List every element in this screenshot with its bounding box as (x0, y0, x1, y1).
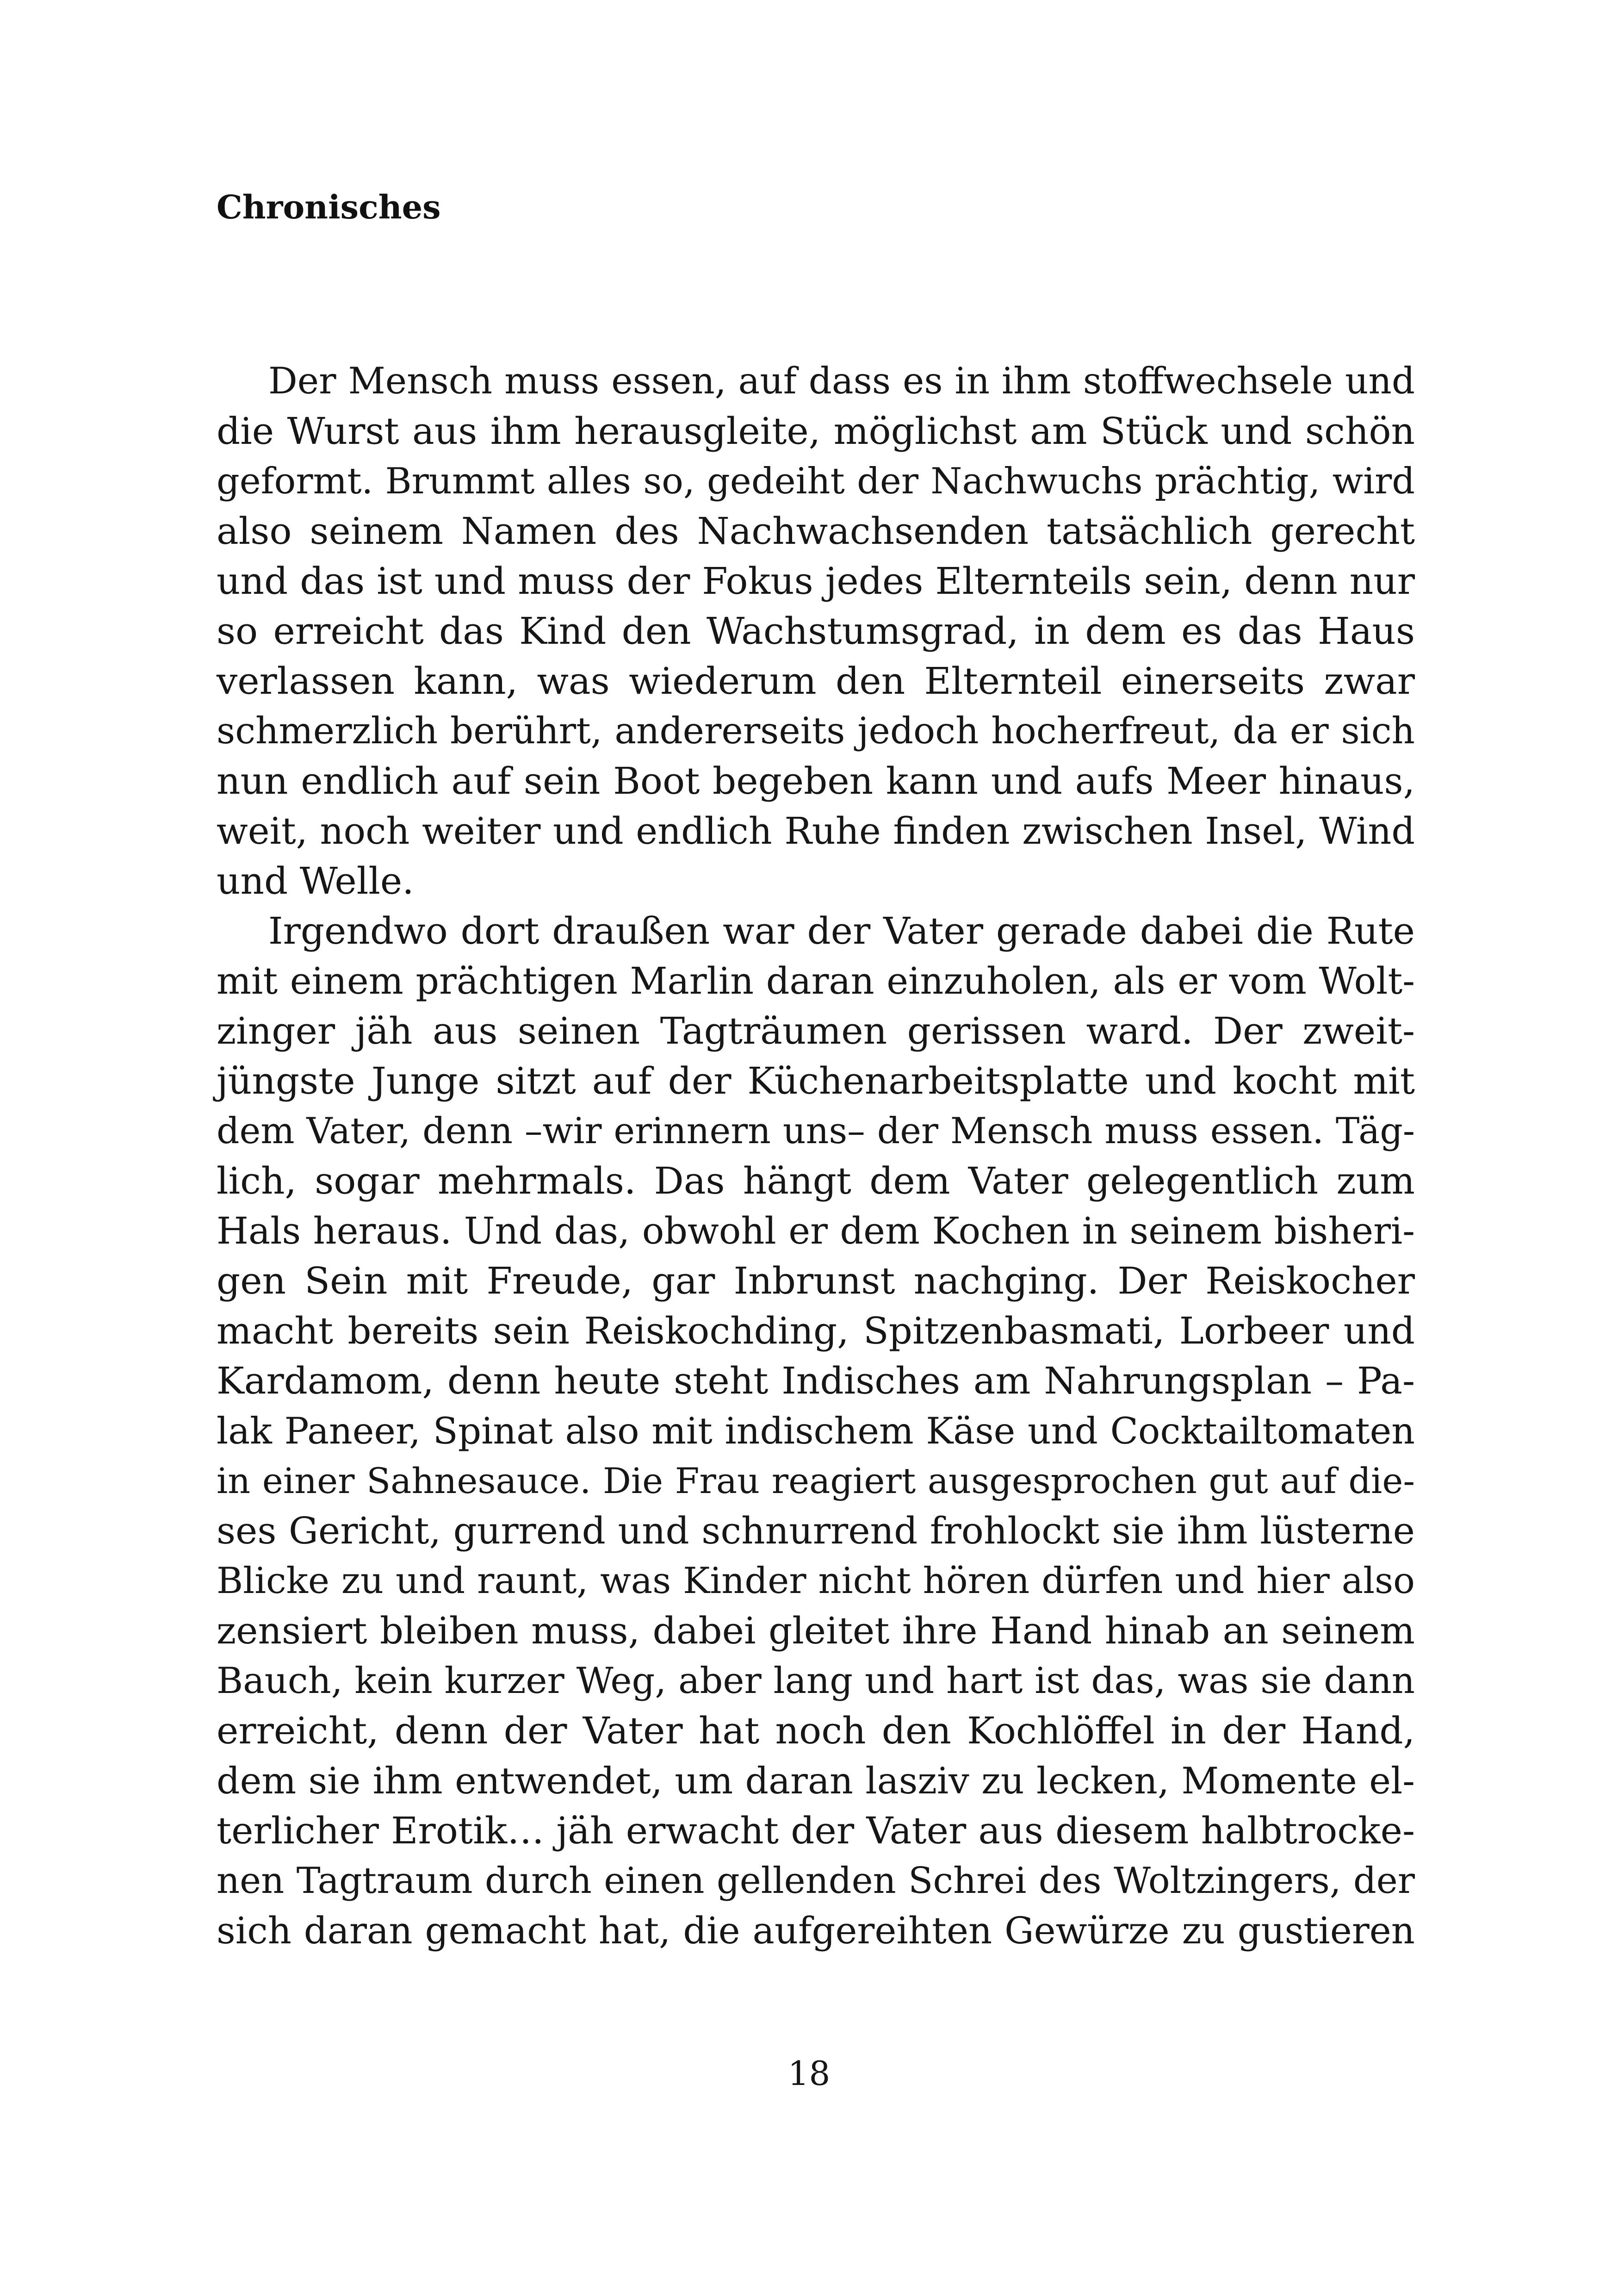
text-line: nun endlich auf sein Boot begeben kann und aufs Meer hinaus, (217, 759, 1415, 803)
text-line: also seinem Namen des Nachwachsenden tatsächlich gerecht (217, 510, 1415, 553)
page-number: 18 (787, 2054, 831, 2093)
text-line: verlassen kann, was wiederum den Elternteil einerseits zwar (217, 660, 1415, 703)
text-line: terlicher Erotik… jäh erwacht der Vater aus diesem halbtrocke- (217, 1809, 1415, 1852)
text-line: so erreicht das Kind den Wachstumsgrad, in dem es das Haus (217, 610, 1415, 653)
text-line: dem sie ihm entwendet, um daran lasziv zu lecken, Momente el- (217, 1760, 1415, 1802)
text-line: geformt. Brummt alles so, gedeiht der Nachwuchs prächtig, wird (217, 460, 1415, 502)
body-text (217, 356, 1415, 1956)
text-line: erreicht, denn der Vater hat noch den Kochlöffel in der Hand, (217, 1709, 1415, 1752)
text-line: mit einem prächtigen Marlin daran einzuholen, als er vom Wolt- (217, 960, 1415, 1002)
text-line: weit, noch weiter und endlich Ruhe finden zwischen Insel, Wind (217, 810, 1415, 852)
text-line: jüngste Junge sitzt auf der Küchenarbeitsplatte und kocht mit (217, 1059, 1415, 1102)
text-line: ses Gericht, gurrend und schnurrend frohlockt sie ihm lüsterne (217, 1509, 1415, 1552)
text-line: Blicke zu und raunt, was Kinder nicht hören dürfen und hier also (217, 1560, 1415, 1602)
text-line: schmerzlich berührt, andererseits jedoch hocherfreut, da er sich (217, 710, 1415, 752)
text-line: macht bereits sein Reiskochding, Spitzenbasmati, Lorbeer und (217, 1309, 1415, 1352)
text-line: in einer Sahnesauce. Die Frau reagiert ausgesprochen gut auf die- (217, 1460, 1415, 1501)
text-line: zinger jäh aus seinen Tagträumen gerissen ward. Der zweit- (217, 1009, 1415, 1052)
text-line: Irgendwo dort draußen war der Vater gerade dabei die Rute (268, 909, 1415, 952)
text-line: Hals heraus. Und das, obwohl er dem Kochen in seinem bisheri- (217, 1210, 1415, 1252)
text-line: nen Tagtraum durch einen gellenden Schrei des Woltzingers, der (217, 1860, 1415, 1902)
text-line: und Welle. (217, 859, 414, 902)
text-line: dem Vater, denn –wir erinnern uns– der Mensch muss essen. Täg- (217, 1110, 1415, 1152)
text-line: zensiert bleiben muss, dabei gleitet ihre Hand hinab an seinem (217, 1609, 1415, 1652)
chapter-title: Chronisches (217, 188, 441, 226)
text-line: Bauch, kein kurzer Weg, aber lang und hart ist das, was sie dann (217, 1660, 1415, 1702)
text-line: die Wurst aus ihm herausgleite, möglichst am Stück und schön (217, 410, 1415, 453)
text-line: sich daran gemacht hat, die aufgereihten Gewürze zu gustieren (217, 1909, 1415, 1952)
text-line: gen Sein mit Freude, gar Inbrunst nachging. Der Reiskocher (217, 1259, 1415, 1302)
text-line: lich, sogar mehrmals. Das hängt dem Vater gelegentlich zum (217, 1159, 1415, 1202)
text-line: Der Mensch muss essen, auf dass es in ihm stoffwechsele und (268, 360, 1415, 402)
text-line: lak Paneer, Spinat also mit indischem Käse und Cocktailtomaten (217, 1410, 1415, 1452)
text-line: und das ist und muss der Fokus jedes Elternteils sein, denn nur (217, 560, 1415, 603)
text-line: Kardamom, denn heute steht Indisches am Nahrungsplan – Pa- (217, 1359, 1415, 1402)
